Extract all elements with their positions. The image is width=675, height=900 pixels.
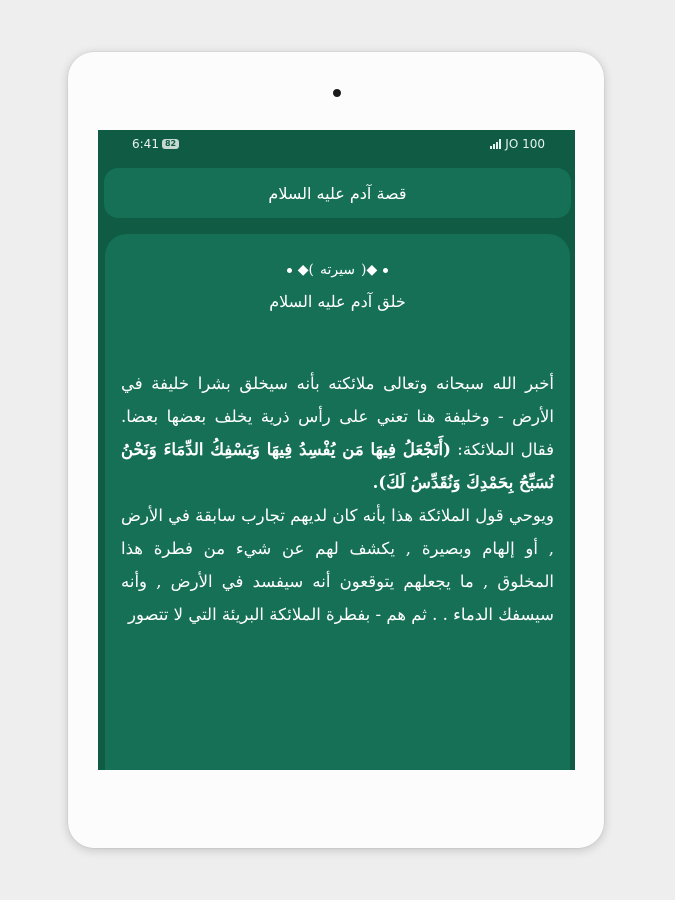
ornament-dot-icon bbox=[383, 268, 388, 273]
camera-dot bbox=[333, 89, 341, 97]
app-screen bbox=[98, 130, 575, 770]
story-title: خلق آدم عليه السلام bbox=[269, 292, 406, 311]
quran-verse: (أَتَجْعَلُ فِيهَا مَن يُفْسِدُ فِيهَا وَيَسْفِكُ الدِّمَاءَ وَنَحْنُ نُسَبِّحُ بِحَمْدِكَ وَنُقَدِّسُ لَكَ). bbox=[121, 440, 554, 492]
ornament-left-icon: ◆( bbox=[361, 262, 378, 278]
carrier-label: JO 100 bbox=[505, 137, 545, 151]
battery-icon: 82 bbox=[162, 139, 179, 149]
status-left bbox=[132, 137, 179, 151]
status-bar bbox=[98, 130, 575, 158]
section-ornament bbox=[105, 262, 570, 278]
paragraph-1: أخبر الله سبحانه وتعالى ملائكته بأنه سيخلق بشرا خليفة في الأرض - وخليفة هنا تعني على رأس ذرية يخلف بعضها بعضا. فقال الملائكة: bbox=[121, 374, 554, 459]
story-paragraph bbox=[121, 367, 554, 499]
tablet-frame bbox=[68, 52, 604, 848]
story-card[interactable] bbox=[105, 234, 570, 770]
story-heading bbox=[105, 262, 570, 311]
app-title-bar bbox=[104, 168, 571, 218]
status-right bbox=[490, 137, 545, 151]
paragraph-2: ويوحي قول الملائكة هذا بأنه كان لديهم تجارب سابقة في الأرض , أو إلهام وبصيرة , يكشف لهم عن شيء من فطرة هذا المخلوق , ما يجعلهم يتوقعون أنه سيفسد في الأرض , وأنه سيسفك الدماء . . ثم هم - بفطرة الملائكة البريئة التي لا تتصور bbox=[121, 506, 554, 624]
page-title: قصة آدم عليه السلام bbox=[268, 183, 407, 203]
ornament-dot-icon bbox=[287, 268, 292, 273]
status-time: 6:41 bbox=[132, 137, 159, 151]
signal-icon bbox=[490, 139, 501, 149]
story-body bbox=[121, 367, 554, 631]
section-label: سيرته bbox=[319, 262, 356, 278]
ornament-right-icon: )◆ bbox=[297, 262, 314, 278]
